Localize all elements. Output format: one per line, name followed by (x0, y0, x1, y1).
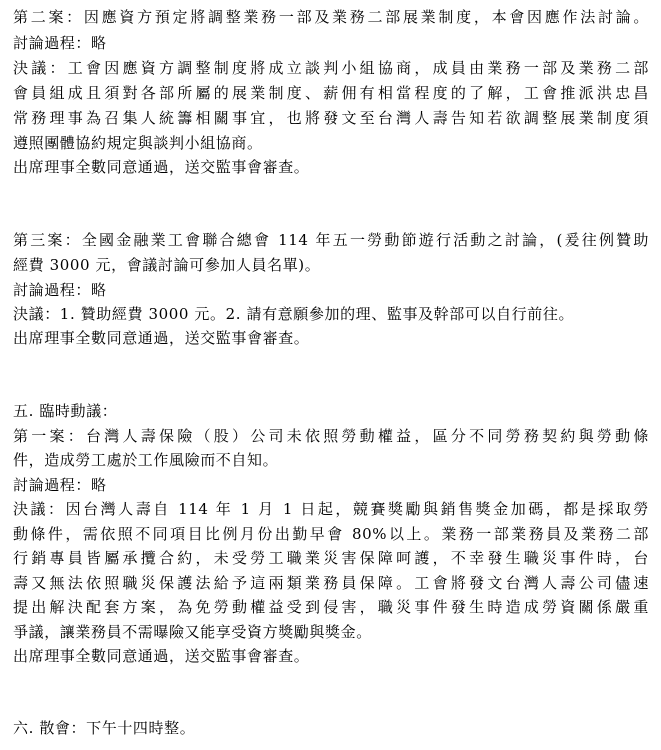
case2-outcome: 出席理事全數同意通過，送交監事會審查。 (13, 158, 310, 176)
section6-heading: 六. 散會：下午十四時整。 (13, 719, 196, 737)
case3-outcome: 出席理事全數同意通過，送交監事會審查。 (13, 329, 310, 347)
s5-case1-resolution-line-1: 決議：因台灣人壽自 114 年 1 月 1 日起，競賽獎勵與銷售獎金加碼，都是採取勞 (13, 500, 649, 518)
s5-case1-outcome: 出席理事全數同意通過，送交監事會審查。 (13, 647, 310, 665)
case2-resolution-line-1: 決議：工會因應資方調整制度將成立談判小組協商，成員由業務一部及業務二部 (13, 59, 649, 77)
s5-case1-title-line-1: 第一案：台灣人壽保險（股）公司未依照勞動權益，區分不同勞務契約與勞動條 (13, 427, 649, 445)
case3-title-line-1: 第三案：全國金融業工會聯合總會 114 年五一勞動節遊行活動之討論，(爰往例贊助 (13, 231, 649, 249)
case3-process: 討論過程：略 (13, 281, 107, 299)
case2-resolution-line-2: 會員組成且須對各部所屬的展業制度、薪佣有相當程度的了解，工會推派洪忠昌 (13, 84, 649, 102)
s5-case1-resolution-line-5: 提出解決配套方案，為免勞動權益受到侵害，職災事件發生時造成勞資關係嚴重 (13, 598, 649, 616)
s5-case1-process: 討論過程：略 (13, 476, 107, 494)
case2-resolution-line-3: 常務理事為召集人統籌相關事宜，也將發文至台灣人壽告知若欲調整展業制度須 (13, 109, 649, 127)
case2-process: 討論過程：略 (13, 34, 107, 52)
s5-case1-resolution-line-6: 爭議，讓業務員不需曝險又能享受資方獎勵與獎金。 (13, 623, 372, 641)
s5-case1-resolution-line-2: 動條件，需依照不同項目比例月份出勤早會 80%以上。業務一部業務員及業務二部 (13, 525, 649, 543)
case3-resolution-line-1: 決議：1. 贊助經費 3000 元。2. 請有意願參加的理、監事及幹部可以自行前往。 (13, 305, 575, 323)
section5-heading: 五. 臨時動議： (13, 402, 118, 420)
case2-resolution-line-4: 遵照團體協約規定與談判小組協商。 (13, 134, 263, 152)
case3-title-line-2: 經費 3000 元，會議討論可參加人員名單)。 (13, 256, 321, 274)
s5-case1-resolution-line-3: 行銷專員皆屬承攬合約，未受勞工職業災害保障呵護，不幸發生職災事件時，台 (13, 549, 649, 567)
s5-case1-title-line-2: 件，造成勞工處於工作風險而不自知。 (13, 451, 279, 469)
s5-case1-resolution-line-4: 壽又無法依照職災保護法給予這兩類業務員保障。工會將發文台灣人壽公司儘速 (13, 574, 649, 592)
case2-title-line-1: 第二案：因應資方預定將調整業務一部及業務二部展業制度，本會因應作法討論。 (13, 8, 649, 26)
